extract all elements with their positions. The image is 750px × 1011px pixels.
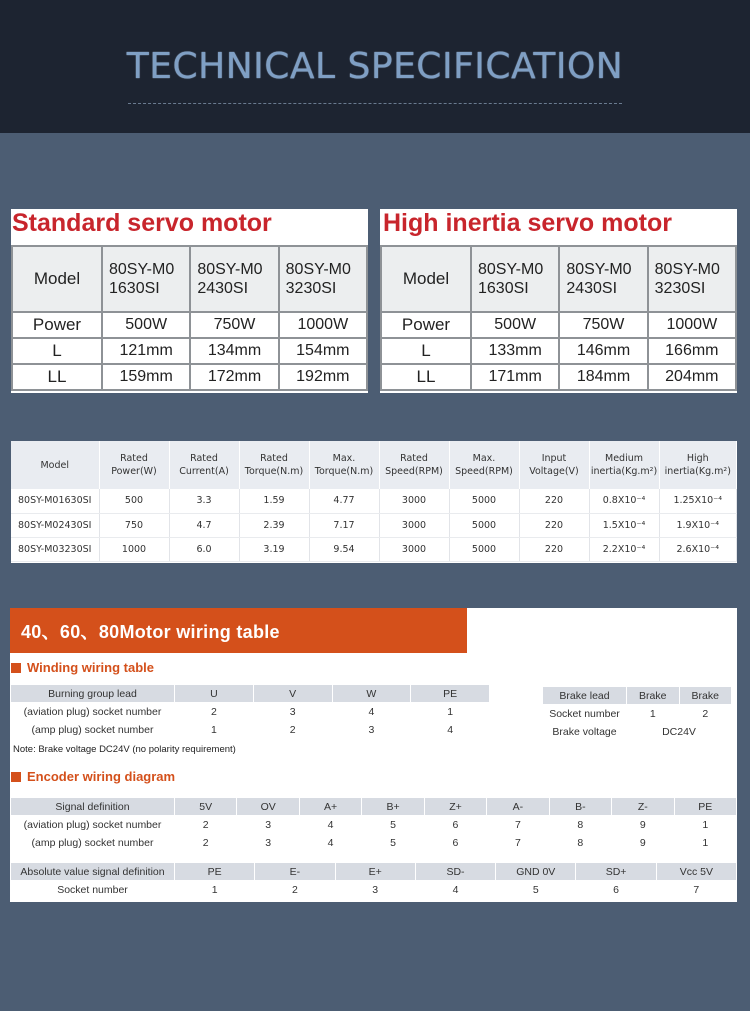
cell: 750 — [99, 513, 169, 537]
table-row — [11, 513, 737, 537]
cell: 1.59 — [239, 489, 309, 513]
value-cell: 1000W — [648, 312, 736, 338]
specs-header-row — [11, 441, 737, 489]
table-row — [12, 312, 367, 338]
row-label: (amp plug) socket number — [11, 721, 175, 739]
cell: 8 — [549, 816, 611, 834]
row-label: L — [12, 338, 102, 364]
cell: 3.19 — [239, 537, 309, 561]
value-cell: 204mm — [648, 364, 736, 390]
page-title: TECHNICAL SPECIFICATION — [126, 46, 624, 87]
table-row — [11, 881, 737, 899]
cell: 4.77 — [309, 489, 379, 513]
cell: 3 — [237, 816, 299, 834]
wiring-panel — [10, 608, 737, 902]
cell: 1.25X10⁻⁴ — [659, 489, 737, 513]
column-header: Z- — [612, 798, 674, 816]
value-cell: 192mm — [279, 364, 367, 390]
encoder-section-heading — [11, 769, 175, 787]
brake-table — [542, 686, 732, 741]
model-cell: 80SY-M0 3230SI — [648, 246, 736, 312]
cell: 2.2X10⁻⁴ — [589, 537, 659, 561]
table-row — [381, 312, 736, 338]
cell: 220 — [519, 513, 589, 537]
row-label: Power — [381, 312, 471, 338]
value-cell: 172mm — [190, 364, 278, 390]
value-cell: 500W — [471, 312, 559, 338]
column-header: E- — [255, 863, 335, 881]
table-row — [12, 338, 367, 364]
column-header: PE — [674, 798, 737, 816]
cell: 4 — [299, 816, 361, 834]
column-header: Rated Current(A) — [169, 441, 239, 489]
cell: 1 — [674, 834, 737, 852]
title-divider — [128, 103, 622, 104]
column-header: High inertia(Kg.m²) — [659, 441, 737, 489]
cell: 5000 — [449, 513, 519, 537]
square-bullet-icon — [11, 663, 21, 673]
row-label: LL — [12, 364, 102, 390]
cell: 6 — [424, 816, 486, 834]
column-header: 5V — [175, 798, 237, 816]
high-inertia-motor-panel — [380, 209, 737, 393]
cell: 2 — [175, 703, 254, 721]
model-label: Model — [12, 246, 102, 312]
cell: 2.39 — [239, 513, 309, 537]
value-cell: 146mm — [559, 338, 647, 364]
cell: 6 — [576, 881, 656, 899]
standard-motor-panel — [11, 209, 368, 393]
model-cell: 80SY-M0 3230SI — [279, 246, 367, 312]
cell: 6 — [424, 834, 486, 852]
cell: 2 — [679, 705, 732, 723]
cell: 5000 — [449, 489, 519, 513]
cell: 1 — [175, 881, 255, 899]
cell: 4 — [332, 703, 411, 721]
encoder-title: Encoder wiring diagram — [27, 769, 176, 784]
cell: 6.0 — [169, 537, 239, 561]
row-label: (amp plug) socket number — [11, 834, 175, 852]
column-header: B- — [549, 798, 611, 816]
cell: 2 — [253, 721, 332, 739]
column-header: Absolute value signal definition — [11, 863, 175, 881]
header-banner — [0, 0, 750, 133]
row-label: L — [381, 338, 471, 364]
cell: 1.9X10⁻⁴ — [659, 513, 737, 537]
model-label: Model — [381, 246, 471, 312]
cell: 80SY-M01630SI — [11, 489, 99, 513]
square-bullet-icon — [11, 772, 21, 782]
cell: 220 — [519, 537, 589, 561]
value-cell: 134mm — [190, 338, 278, 364]
model-cell: 80SY-M0 2430SI — [190, 246, 278, 312]
cell: 4.7 — [169, 513, 239, 537]
value-cell: 133mm — [471, 338, 559, 364]
table-row — [11, 834, 737, 852]
column-header: Burning group lead — [11, 685, 175, 703]
table-row — [11, 703, 490, 721]
cell: 2 — [175, 816, 237, 834]
cell: 1 — [411, 703, 490, 721]
cell: 80SY-M03230SI — [11, 537, 99, 561]
cell: 3000 — [379, 489, 449, 513]
column-header: Z+ — [424, 798, 486, 816]
cell: 8 — [549, 834, 611, 852]
cell: 3.3 — [169, 489, 239, 513]
cell: 2.6X10⁻⁴ — [659, 537, 737, 561]
table-row — [381, 364, 736, 390]
cell: 1.5X10⁻⁴ — [589, 513, 659, 537]
cell: 2 — [255, 881, 335, 899]
cell: 7.17 — [309, 513, 379, 537]
column-header: U — [175, 685, 254, 703]
column-header: A- — [487, 798, 549, 816]
column-header: Rated Power(W) — [99, 441, 169, 489]
cell: 1 — [175, 721, 254, 739]
column-header: Max. Speed(RPM) — [449, 441, 519, 489]
cell: 2 — [175, 834, 237, 852]
cell: 3000 — [379, 513, 449, 537]
cell: 1000 — [99, 537, 169, 561]
model-cell: 80SY-M0 1630SI — [471, 246, 559, 312]
table-row — [381, 338, 736, 364]
column-header: PE — [411, 685, 490, 703]
table-row — [11, 863, 737, 881]
value-cell: 171mm — [471, 364, 559, 390]
row-label: Socket number — [11, 881, 175, 899]
model-cell: 80SY-M0 2430SI — [559, 246, 647, 312]
cell: 80SY-M02430SI — [11, 513, 99, 537]
model-cell: 80SY-M0 1630SI — [102, 246, 190, 312]
table-row — [381, 246, 736, 312]
column-header: Rated Torque(N.m) — [239, 441, 309, 489]
cell: DC24V — [627, 723, 732, 741]
cell: 9.54 — [309, 537, 379, 561]
cell: 220 — [519, 489, 589, 513]
column-header: SD+ — [576, 863, 656, 881]
cell: 3000 — [379, 537, 449, 561]
cell: 3 — [237, 834, 299, 852]
high-inertia-motor-table — [380, 245, 737, 391]
column-header: PE — [175, 863, 255, 881]
cell: 7 — [656, 881, 736, 899]
value-cell: 154mm — [279, 338, 367, 364]
column-header: Model — [11, 441, 99, 489]
column-header: SD- — [415, 863, 495, 881]
value-cell: 750W — [559, 312, 647, 338]
standard-motor-table — [11, 245, 368, 391]
column-header: OV — [237, 798, 299, 816]
cell: 4 — [415, 881, 495, 899]
high-inertia-motor-title: High inertia servo motor — [383, 209, 672, 237]
cell: 500 — [99, 489, 169, 513]
table-row — [11, 721, 490, 739]
winding-table — [10, 684, 490, 739]
column-header: Brake — [627, 687, 680, 705]
cell: 5 — [496, 881, 576, 899]
cell: 5000 — [449, 537, 519, 561]
winding-section-heading — [11, 660, 154, 678]
value-cell: 159mm — [102, 364, 190, 390]
row-label: Brake voltage — [543, 723, 627, 741]
cell: 7 — [487, 816, 549, 834]
row-label: LL — [381, 364, 471, 390]
specs-panel — [11, 441, 737, 563]
cell: 5 — [362, 816, 424, 834]
column-header: Brake — [679, 687, 732, 705]
column-header: Max. Torque(N.m) — [309, 441, 379, 489]
encoder-table — [10, 797, 737, 852]
column-header: B+ — [362, 798, 424, 816]
column-header: V — [253, 685, 332, 703]
row-label: (aviation plug) socket number — [11, 703, 175, 721]
column-header: Signal definition — [11, 798, 175, 816]
value-cell: 500W — [102, 312, 190, 338]
cell: 4 — [299, 834, 361, 852]
value-cell: 1000W — [279, 312, 367, 338]
column-header: E+ — [335, 863, 415, 881]
column-header: Medium inertia(Kg.m²) — [589, 441, 659, 489]
column-header: Input Voltage(V) — [519, 441, 589, 489]
cell: 5 — [362, 834, 424, 852]
cell: 1 — [627, 705, 680, 723]
winding-title: Winding wiring table — [27, 660, 154, 675]
value-cell: 121mm — [102, 338, 190, 364]
row-label: (aviation plug) socket number — [11, 816, 175, 834]
column-header: W — [332, 685, 411, 703]
specs-table — [11, 441, 737, 562]
cell: 3 — [335, 881, 415, 899]
table-row — [11, 816, 737, 834]
row-label: Power — [12, 312, 102, 338]
column-header: Rated Speed(RPM) — [379, 441, 449, 489]
cell: 9 — [612, 834, 674, 852]
cell: 1 — [674, 816, 737, 834]
absolute-signal-table — [10, 862, 737, 899]
cell: 3 — [332, 721, 411, 739]
table-row — [12, 246, 367, 312]
cell: 3 — [253, 703, 332, 721]
standard-motor-title: Standard servo motor — [12, 209, 272, 237]
column-header: Vcc 5V — [656, 863, 736, 881]
column-header: Brake lead — [543, 687, 627, 705]
table-row — [543, 705, 732, 723]
column-header: GND 0V — [496, 863, 576, 881]
cell: 0.8X10⁻⁴ — [589, 489, 659, 513]
table-row — [11, 798, 737, 816]
table-row — [11, 685, 490, 703]
table-row — [11, 537, 737, 561]
cell: 7 — [487, 834, 549, 852]
wiring-banner: 40、60、80Motor wiring table — [10, 608, 467, 653]
table-row — [11, 489, 737, 513]
cell: 4 — [411, 721, 490, 739]
row-label: Socket number — [543, 705, 627, 723]
value-cell: 184mm — [559, 364, 647, 390]
cell: 9 — [612, 816, 674, 834]
brake-note: Note: Brake voltage DC24V (no polarity requirement) — [13, 744, 236, 755]
table-row — [543, 723, 732, 741]
value-cell: 750W — [190, 312, 278, 338]
value-cell: 166mm — [648, 338, 736, 364]
column-header: A+ — [299, 798, 361, 816]
table-row — [12, 364, 367, 390]
table-row — [543, 687, 732, 705]
